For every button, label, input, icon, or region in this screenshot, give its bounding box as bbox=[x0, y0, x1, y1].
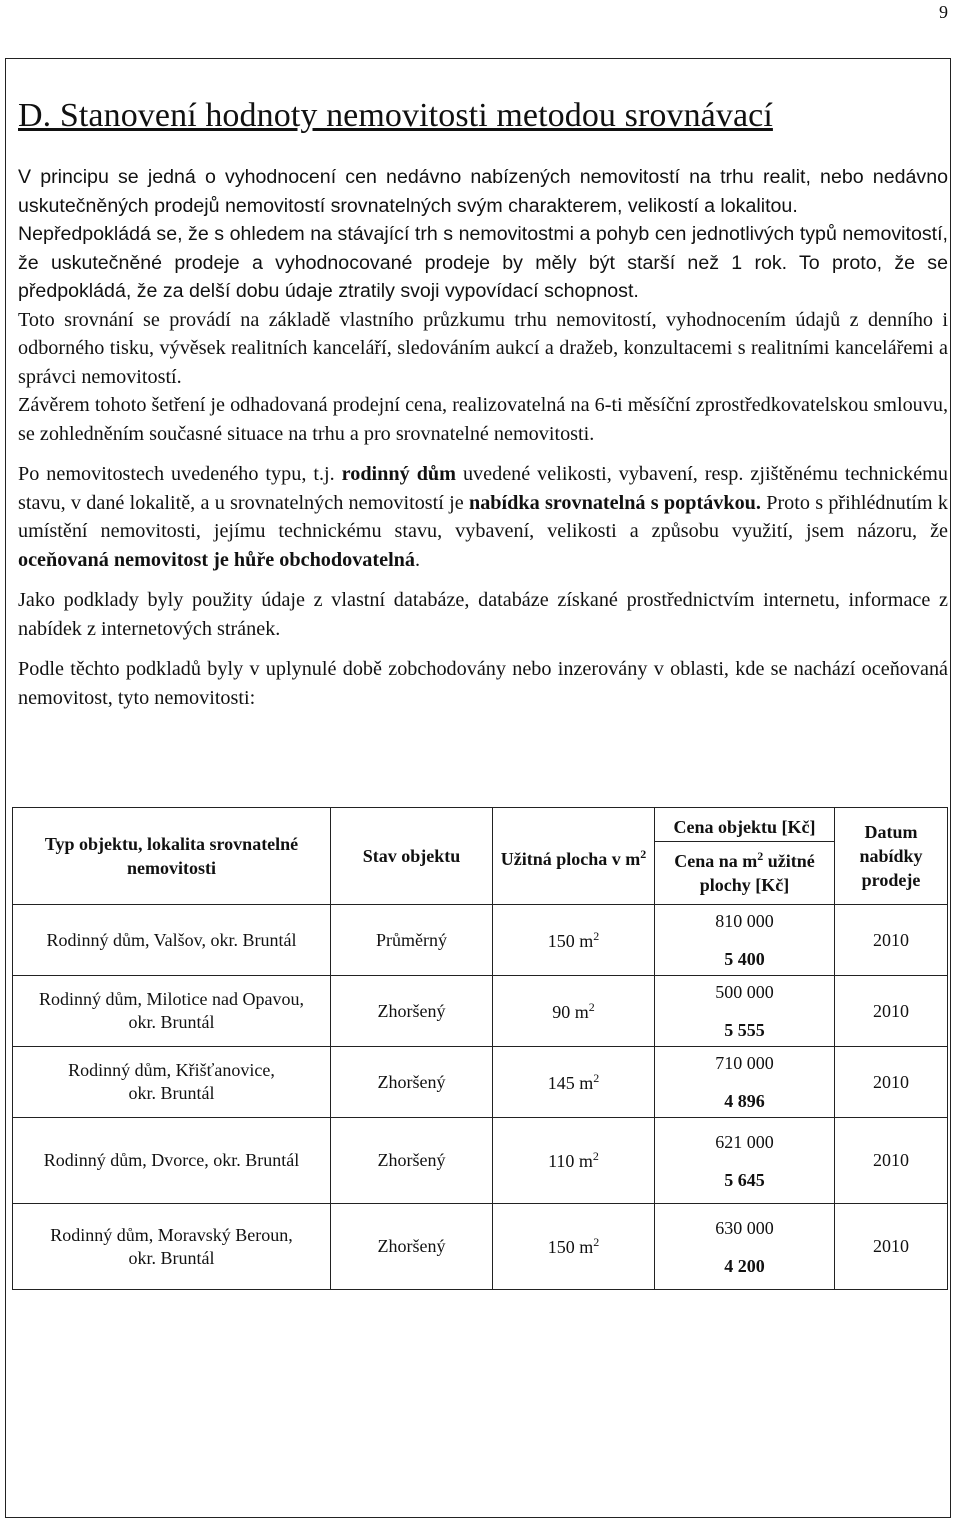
cell-cena-m2: 4 896 bbox=[724, 1091, 765, 1111]
cell-plocha bbox=[493, 1118, 655, 1204]
cell-cena-objektu: 621 000 bbox=[715, 1131, 774, 1152]
cell-plocha bbox=[493, 1204, 655, 1290]
cell-cena-objektu: 500 000 bbox=[715, 982, 774, 1002]
header-cena-m2-text: Cena na m bbox=[674, 851, 758, 871]
header-datum: Datum nabídky prodeje bbox=[835, 808, 948, 905]
bold-run: rodinný dům bbox=[341, 463, 456, 486]
cell-cena bbox=[655, 1204, 835, 1290]
superscript: 2 bbox=[593, 928, 600, 943]
paragraph-sources: Jako podklady byly použity údaje z vlastní databáze, databáze získané prostřednictvím internetu, informace z nabídek z internetových stránek. bbox=[18, 589, 948, 640]
cell-cena bbox=[655, 905, 835, 976]
table-row bbox=[13, 1047, 948, 1118]
table-row bbox=[13, 976, 948, 1047]
cell-cena-m2: 4 200 bbox=[724, 1255, 765, 1276]
cell-cena bbox=[655, 1047, 835, 1118]
cell-datum: 2010 bbox=[835, 1204, 948, 1290]
header-stav: Stav objektu bbox=[331, 808, 493, 905]
cell-typ bbox=[13, 905, 331, 976]
cell-typ-line: Rodinný dům, Moravský Beroun, bbox=[50, 1224, 293, 1245]
cell-typ-line: okr. Bruntál bbox=[128, 1012, 215, 1032]
section-heading: D. Stanovení hodnoty nemovitosti metodou srovnávací bbox=[18, 97, 773, 134]
superscript: 2 bbox=[757, 849, 764, 863]
paragraph-age-of-sales: Nepředpokládá se, že s ohledem na stávající trh s nemovitostmi a pohyb cen jednotlivých typů nemovitostí, že uskutečněné prodeje a vyhodnocované prodeje by měly být starší než 1 rok. To proto, že se předpokládá, že za delší dobu údaje ztratily svoji vypovídací schopnost. bbox=[18, 223, 948, 303]
table-header-row bbox=[13, 808, 948, 905]
cell-cena-m2: 5 645 bbox=[724, 1169, 765, 1190]
header-cena-m2-text: užitné plochy [Kč] bbox=[699, 851, 815, 895]
paragraph-table-intro: Podle těchto podkladů byly v uplynulé době zobchodovány nebo inzerovány v oblasti, kde se nachází oceňovaná nemovitost, tyto nemovitosti: bbox=[18, 658, 948, 709]
table-row bbox=[13, 1118, 948, 1204]
bold-run: nabídka srovnatelná s poptávkou. bbox=[468, 491, 761, 514]
cell-plocha-value: 110 m bbox=[548, 1151, 593, 1171]
cell-typ-line: okr. Bruntál bbox=[128, 1247, 215, 1268]
cell-stav: Zhoršený bbox=[331, 976, 493, 1047]
superscript: 2 bbox=[640, 846, 647, 861]
cell-datum: 2010 bbox=[835, 976, 948, 1047]
page-number: 9 bbox=[939, 2, 948, 22]
header-plocha-text: Užitná plocha v m bbox=[500, 848, 641, 869]
cell-plocha bbox=[493, 905, 655, 976]
text-run: Proto s přihlédnutím k umístění nemovitosti, jejímu technickému stavu, vybavení, velikosti a způsobu využití, jsem názoru, že bbox=[18, 491, 948, 543]
cell-typ-line: Rodinný dům, Křišťanovice, bbox=[68, 1060, 275, 1080]
cell-typ-line: Rodinný dům, Valšov, okr. Bruntál bbox=[46, 929, 297, 950]
cell-plocha bbox=[493, 976, 655, 1047]
text-run: uvedené velikosti, vybavení, resp. zjištěnému technickému stavu, v dané lokalitě, a u srovnatelných nemovitostí je bbox=[18, 463, 948, 514]
text-run: Po nemovitostech uvedeného typu, t.j. bbox=[18, 463, 342, 486]
cell-typ-line: Rodinný dům, Dvorce, okr. Bruntál bbox=[43, 1150, 300, 1170]
header-cena-objektu: Cena objektu [Kč] bbox=[673, 817, 816, 837]
cell-typ bbox=[13, 1204, 331, 1290]
superscript: 2 bbox=[592, 1149, 599, 1163]
cell-cena-objektu: 810 000 bbox=[715, 911, 774, 931]
bold-run: oceňovaná nemovitost je hůře obchodovatelná bbox=[18, 548, 416, 571]
cell-cena bbox=[655, 976, 835, 1047]
header-plocha bbox=[493, 808, 655, 905]
superscript: 2 bbox=[588, 999, 595, 1014]
header-cena-m2 bbox=[655, 841, 834, 897]
cell-typ-line: okr. Bruntál bbox=[128, 1083, 215, 1103]
cell-cena-m2: 5 555 bbox=[724, 1020, 765, 1040]
cell-typ bbox=[13, 1047, 331, 1118]
table-row bbox=[13, 1204, 948, 1290]
header-typ: Typ objektu, lokalita srovnatelné nemovitosti bbox=[13, 808, 331, 905]
cell-plocha-value: 90 m bbox=[552, 1001, 589, 1022]
cell-cena-m2: 5 400 bbox=[724, 949, 765, 969]
cell-typ bbox=[13, 976, 331, 1047]
paragraph-market-assessment bbox=[18, 460, 948, 574]
superscript: 2 bbox=[593, 1070, 600, 1085]
cell-cena-objektu: 710 000 bbox=[715, 1053, 774, 1073]
cell-stav: Zhoršený bbox=[331, 1047, 493, 1118]
cell-plocha bbox=[493, 1047, 655, 1118]
document-body bbox=[18, 96, 948, 712]
superscript: 2 bbox=[593, 1235, 600, 1249]
cell-cena bbox=[655, 1118, 835, 1204]
cell-plocha-value: 150 m bbox=[547, 1237, 594, 1257]
cell-plocha-value: 145 m bbox=[547, 1072, 594, 1093]
text-run: . bbox=[415, 548, 421, 571]
cell-typ bbox=[13, 1118, 331, 1204]
cell-stav: Zhoršený bbox=[331, 1204, 493, 1290]
cell-datum: 2010 bbox=[835, 1118, 948, 1204]
cell-cena-objektu: 630 000 bbox=[715, 1217, 774, 1238]
table-row bbox=[13, 905, 948, 976]
cell-datum: 2010 bbox=[835, 905, 948, 976]
comparison-table bbox=[12, 807, 948, 1290]
cell-typ-line: Rodinný dům, Milotice nad Opavou, bbox=[39, 989, 304, 1009]
cell-datum: 2010 bbox=[835, 1047, 948, 1118]
paragraph-market-research: Toto srovnání se provádí na základě vlastního průzkumu trhu nemovitostí, vyhodnocením údajů z denního i odborného tisku, vývěsek realitních kanceláří, sledováním aukcí a dražeb, konzultacemi s realitními kancelářemi a správci nemovitostí. bbox=[18, 308, 948, 388]
paragraph-conclusion: Závěrem tohoto šetření je odhadovaná prodejní cena, realizovatelná na 6-ti měsíční zprostředkovatelskou smlouvu, se zohledněním současné situace na trhu a pro srovnatelné nemovitosti. bbox=[18, 394, 948, 445]
cell-stav: Průměrný bbox=[331, 905, 493, 976]
paragraph-intro: V principu se jedná o vyhodnocení cen nedávno nabízených nemovitostí na trhu realit, nebo nedávno uskutečněných prodejů nemovitostí srovnatelných svým charakterem, velikostí a lokalitou. bbox=[18, 166, 948, 217]
header-cena bbox=[655, 808, 835, 905]
cell-plocha-value: 150 m bbox=[547, 930, 594, 951]
cell-stav: Zhoršený bbox=[331, 1118, 493, 1204]
